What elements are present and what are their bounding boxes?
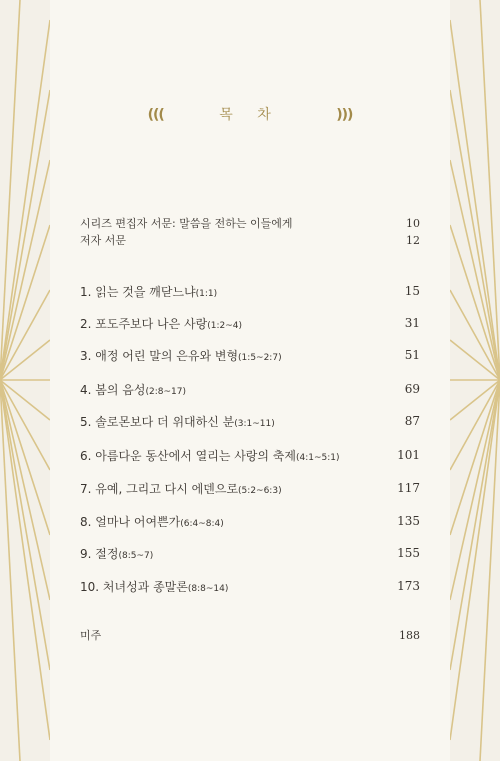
toc-entry-author-preface[interactable]: [80, 231, 420, 249]
chapter-ref: (8:5~7): [118, 550, 154, 561]
chapter-ref: (1:5~2:7): [238, 352, 282, 363]
toc-entry-page: 12: [406, 233, 420, 247]
chapter-title: 7. 유예, 그리고 다시 에덴으로: [80, 481, 239, 496]
chapter-title: 2. 포도주보다 나은 사랑: [80, 316, 208, 331]
toc-chapter-9[interactable]: [80, 544, 420, 562]
toc-chapter-1[interactable]: [80, 282, 420, 300]
toc-chapter-6[interactable]: [80, 446, 420, 464]
chapter-page: 101: [397, 448, 420, 462]
toc-entry-label: 미주: [80, 629, 102, 642]
chapter-ref: (4:1~5:1): [296, 452, 340, 463]
toc-entry-page: 10: [406, 216, 420, 230]
chapter-ref: (1:2~4): [207, 320, 243, 331]
toc-entry-series-preface[interactable]: [80, 214, 420, 232]
chapter-page: 51: [404, 348, 420, 362]
bracket-ornament-left: (((: [147, 107, 164, 123]
chapter-page: 135: [397, 514, 420, 528]
toc-entry-label: 저자 서문: [80, 234, 127, 247]
chapter-label: [80, 480, 282, 497]
chapter-page: 155: [397, 546, 420, 560]
toc-entry-page: 188: [399, 628, 420, 642]
chapter-page: 15: [404, 284, 420, 298]
toc-chapter-2[interactable]: [80, 314, 420, 332]
chapter-label: [80, 347, 282, 364]
chapter-title: 5. 솔로몬보다 더 위대하신 분: [80, 414, 235, 429]
chapter-title: 8. 얼마나 어여쁜가: [80, 514, 181, 529]
chapter-title: 4. 봄의 음성: [80, 382, 146, 397]
toc-page: [50, 0, 450, 761]
chapter-ref: (8:8~14): [187, 583, 229, 594]
chapter-title: 10. 처녀성과 종말론: [80, 579, 188, 594]
chapter-label: [80, 283, 217, 300]
toc-title: 목 차: [219, 107, 281, 123]
chapter-ref: (5:2~6:3): [238, 485, 282, 496]
toc-chapter-7[interactable]: [80, 479, 420, 497]
chapter-title: 1. 읽는 것을 깨닫느냐: [80, 284, 196, 299]
chapter-title: 9. 절정: [80, 546, 119, 561]
chapter-page: 31: [404, 316, 420, 330]
bracket-ornament-right: ))): [336, 107, 353, 123]
chapter-label: [80, 545, 153, 562]
chapter-ref: (6:4~8:4): [180, 518, 224, 529]
toc-chapter-10[interactable]: [80, 577, 420, 595]
chapter-label: [80, 578, 228, 595]
chapter-title: 3. 애정 어린 말의 은유와 변형: [80, 348, 239, 363]
chapter-label: [80, 513, 224, 530]
chapter-page: 69: [404, 382, 420, 396]
toc-chapter-8[interactable]: [80, 512, 420, 530]
chapter-ref: (3:1~11): [234, 418, 275, 429]
toc-chapter-5[interactable]: [80, 412, 420, 430]
toc-chapter-3[interactable]: [80, 346, 420, 364]
toc-chapter-4[interactable]: [80, 380, 420, 398]
toc-entry-label: 시리즈 편집자 서문: 말씀을 전하는 이들에게: [80, 217, 293, 230]
chapter-ref: (1:1): [195, 288, 218, 299]
toc-heading: [50, 104, 450, 130]
chapter-label: [80, 447, 340, 464]
chapter-label: [80, 381, 186, 398]
chapter-label: [80, 413, 275, 430]
chapter-page: 117: [397, 481, 420, 495]
chapter-page: 173: [397, 579, 420, 593]
chapter-page: 87: [404, 414, 420, 428]
chapter-title: 6. 아름다운 동산에서 열리는 사랑의 축제: [80, 448, 296, 463]
toc-entry-endnotes[interactable]: [80, 626, 420, 644]
chapter-ref: (2:8~17): [145, 386, 186, 397]
chapter-label: [80, 315, 242, 332]
